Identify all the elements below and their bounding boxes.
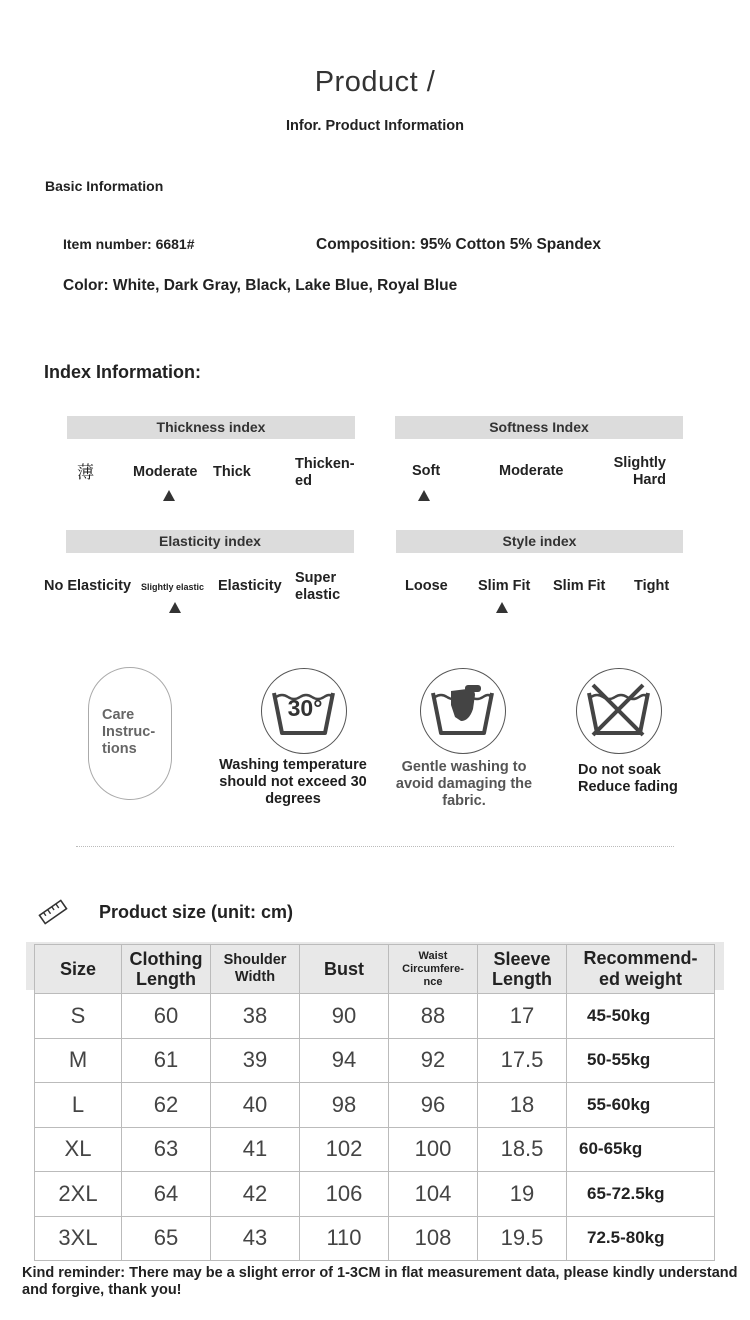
cell-weight: 50-55kg	[567, 1038, 715, 1083]
elasticity-level-elastic: Elasticity	[218, 578, 282, 594]
basic-info-heading: Basic Information	[45, 178, 164, 194]
cell-shoulder: 38	[211, 994, 300, 1039]
thickness-level-moderate: Moderate	[133, 464, 198, 480]
elasticity-level-slight: Slightly elastic	[141, 582, 205, 592]
thickness-level-thick: Thick	[213, 464, 251, 480]
cell-sleeve: 17	[478, 994, 567, 1039]
cell-waist: 96	[389, 1083, 478, 1128]
style-index-bar: Style index	[396, 530, 683, 553]
softness-level-moderate: Moderate	[499, 463, 564, 479]
cell-size: S	[35, 994, 122, 1039]
style-level-loose: Loose	[405, 578, 448, 594]
col-bust: Bust	[300, 945, 389, 994]
elasticity-marker	[169, 602, 181, 613]
cell-bust: 102	[300, 1127, 389, 1172]
do-not-soak-icon	[576, 668, 662, 754]
color-list: Color: White, Dark Gray, Black, Lake Blue, Royal Blue	[63, 277, 458, 294]
page-subtitle: Infor. Product Information	[285, 118, 465, 134]
cell-bust: 106	[300, 1172, 389, 1217]
thickness-index-bar: Thickness index	[67, 416, 355, 439]
cell-waist: 104	[389, 1172, 478, 1217]
elasticity-level-none: No Elasticity	[44, 578, 132, 594]
size-table-header	[35, 945, 715, 994]
softness-level-soft: Soft	[412, 463, 441, 479]
table-row	[35, 1083, 715, 1128]
cell-weight: 60-65kg	[567, 1127, 715, 1172]
softness-marker	[418, 490, 430, 501]
style-marker	[496, 602, 508, 613]
thickness-level-thickened: Thicken- ed	[295, 456, 355, 489]
cell-size: 2XL	[35, 1172, 122, 1217]
thickness-level-thin: 薄	[77, 463, 94, 482]
elasticity-index-bar: Elasticity index	[66, 530, 354, 553]
col-waist: Waist Circumfere- nce	[389, 945, 478, 994]
cell-waist: 100	[389, 1127, 478, 1172]
cell-shoulder: 40	[211, 1083, 300, 1128]
cell-sleeve: 19.5	[478, 1216, 567, 1261]
cell-size: 3XL	[35, 1216, 122, 1261]
table-row	[35, 1127, 715, 1172]
style-level-tight: Tight	[634, 578, 670, 594]
style-level-slim-fit-1: Slim Fit	[478, 578, 531, 594]
cell-bust: 110	[300, 1216, 389, 1261]
item-number: Item number: 6681#	[63, 236, 195, 252]
cell-waist: 88	[389, 994, 478, 1039]
care-instructions-label: Care Instruc- tions	[102, 707, 156, 757]
cell-weight: 65-72.5kg	[567, 1172, 715, 1217]
cell-sleeve: 17.5	[478, 1038, 567, 1083]
cell-bust: 98	[300, 1083, 389, 1128]
ruler-icon	[38, 898, 68, 931]
kind-reminder: Kind reminder: There may be a slight error of 1-3CM in flat measurement data, please kindly understand and forgive, thank you!	[22, 1265, 738, 1298]
table-row	[35, 1038, 715, 1083]
cell-size: XL	[35, 1127, 122, 1172]
composition: Composition: 95% Cotton 5% Spandex	[316, 236, 602, 253]
section-divider	[76, 846, 674, 847]
cell-shoulder: 41	[211, 1127, 300, 1172]
cell-bust: 94	[300, 1038, 389, 1083]
cell-length: 61	[122, 1038, 211, 1083]
care-text-soak: Do not soak Reduce fading	[578, 762, 678, 795]
cell-bust: 90	[300, 994, 389, 1039]
col-size: Size	[35, 945, 122, 994]
col-clothing-length: Clothing Length	[122, 945, 211, 994]
softness-level-slightly-hard: Slightly Hard	[613, 455, 666, 488]
table-row	[35, 994, 715, 1039]
cell-shoulder: 43	[211, 1216, 300, 1261]
cell-waist: 92	[389, 1038, 478, 1083]
cell-size: M	[35, 1038, 122, 1083]
hand-wash-icon	[420, 668, 506, 754]
cell-sleeve: 18.5	[478, 1127, 567, 1172]
col-shoulder-width: Shoulder Width	[211, 945, 300, 994]
cell-length: 64	[122, 1172, 211, 1217]
cell-sleeve: 18	[478, 1083, 567, 1128]
cell-length: 63	[122, 1127, 211, 1172]
cell-waist: 108	[389, 1216, 478, 1261]
cell-shoulder: 39	[211, 1038, 300, 1083]
table-row	[35, 1216, 715, 1261]
care-text-temperature: Washing temperature should not exceed 30 degrees	[219, 757, 367, 807]
index-info-heading: Index Information:	[44, 362, 201, 382]
page-title: Product /	[314, 66, 436, 98]
softness-index-bar: Softness Index	[395, 416, 683, 439]
cell-size: L	[35, 1083, 122, 1128]
style-level-slim-fit-2: Slim Fit	[553, 578, 606, 594]
size-heading: Product size (unit: cm)	[99, 902, 294, 922]
cell-weight: 45-50kg	[567, 994, 715, 1039]
thickness-marker	[163, 490, 175, 501]
cell-sleeve: 19	[478, 1172, 567, 1217]
wash-temp-label: 30°	[287, 695, 323, 721]
care-text-gentle: Gentle washing to avoid damaging the fabric.	[395, 759, 533, 809]
size-table	[34, 944, 715, 1261]
cell-length: 62	[122, 1083, 211, 1128]
elasticity-level-super: Super elastic	[295, 570, 341, 603]
table-row	[35, 1172, 715, 1217]
cell-length: 60	[122, 994, 211, 1039]
cell-shoulder: 42	[211, 1172, 300, 1217]
col-recommended-weight: Recommend- ed weight	[567, 945, 715, 994]
cell-length: 65	[122, 1216, 211, 1261]
cell-weight: 55-60kg	[567, 1083, 715, 1128]
cell-weight: 72.5-80kg	[567, 1216, 715, 1261]
col-sleeve-length: Sleeve Length	[478, 945, 567, 994]
